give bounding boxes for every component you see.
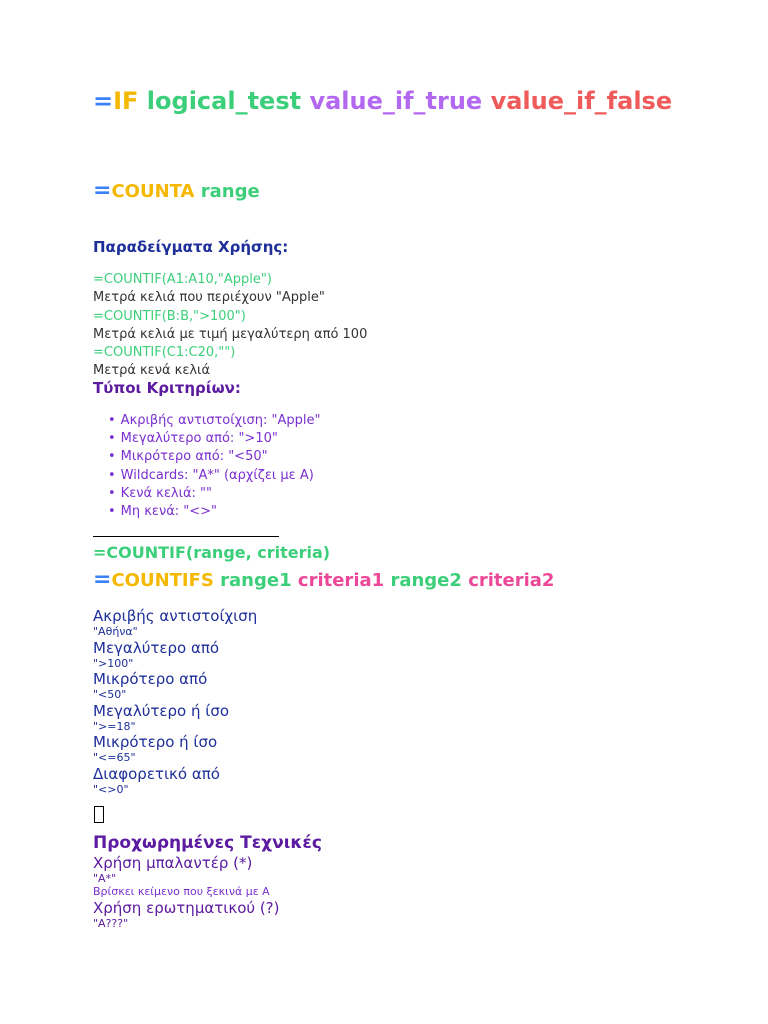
criteria-item: • Wildcards: "A*" (αρχίζει με A) bbox=[108, 467, 321, 485]
formula-arg: value_if_true bbox=[309, 87, 483, 115]
technique-label: Χρήση μπαλαντέρ (*) bbox=[93, 854, 253, 872]
example-description: Μετρά κελιά που περιέχουν "Apple" bbox=[93, 290, 325, 306]
operator-item bbox=[93, 765, 693, 797]
operator-item bbox=[93, 670, 693, 702]
operator-label: Μεγαλύτερο από bbox=[93, 638, 220, 657]
countifs-formula bbox=[93, 566, 554, 595]
formula-arg: range1 bbox=[220, 570, 292, 591]
function-name: COUNTIFS bbox=[111, 570, 214, 591]
function-name: IF bbox=[113, 87, 139, 115]
operator-example: "<>0" bbox=[93, 782, 129, 796]
missing-glyph-icon bbox=[94, 806, 104, 823]
operator-example: "Αθήνα" bbox=[93, 625, 138, 638]
equals-sign: = bbox=[93, 87, 114, 115]
operator-label: Μικρότερο ή ίσο bbox=[93, 733, 218, 751]
horizontal-rule bbox=[93, 536, 279, 537]
technique-example: "A*" bbox=[93, 872, 117, 885]
operator-label: Μικρότερο από bbox=[93, 670, 208, 688]
examples-heading: Παραδείγματα Χρήσης: bbox=[93, 238, 289, 256]
operator-example: "<50" bbox=[93, 688, 127, 701]
operator-item bbox=[93, 702, 693, 734]
technique-example: "A???" bbox=[93, 917, 129, 930]
example-description: Μετρά κενά κελιά bbox=[93, 363, 211, 379]
operator-item bbox=[93, 639, 693, 671]
operator-example: "<=65" bbox=[93, 751, 136, 764]
formula-arg: criteria2 bbox=[468, 570, 555, 591]
equals-sign: = bbox=[93, 178, 112, 203]
criteria-item: • Μικρότερο από: "<50" bbox=[108, 448, 321, 466]
operator-example: ">=18" bbox=[93, 719, 136, 733]
operators-list bbox=[93, 607, 693, 796]
operator-item bbox=[93, 607, 693, 639]
technique-description: Βρίσκει κείμενο που ξεκινά με A bbox=[93, 885, 270, 898]
criteria-list bbox=[108, 412, 321, 521]
function-name: COUNTA bbox=[111, 181, 195, 202]
equals-sign: = bbox=[93, 567, 112, 592]
formula-arg: value_if_false bbox=[490, 87, 673, 115]
operator-label: Διαφορετικό από bbox=[93, 764, 220, 783]
criteria-item: • Μη κενά: "<>" bbox=[108, 503, 321, 521]
formula-arg: range bbox=[200, 181, 260, 202]
operator-label: Ακριβής αντιστοίχιση bbox=[93, 607, 258, 625]
examples-list bbox=[93, 271, 367, 381]
example-formula: =COUNTIF(B:B,">100") bbox=[93, 308, 246, 324]
criteria-item: • Ακριβής αντιστοίχιση: "Apple" bbox=[108, 412, 321, 430]
criteria-item: • Κενά κελιά: "" bbox=[108, 485, 321, 503]
formula-arg: range2 bbox=[390, 570, 462, 591]
example-formula: =COUNTIF(C1:C20,"") bbox=[93, 345, 236, 361]
advanced-section bbox=[93, 832, 713, 930]
if-formula bbox=[93, 86, 683, 116]
example-description: Μετρά κελιά με τιμή μεγαλύτερη από 100 bbox=[93, 326, 368, 342]
operator-label: Μεγαλύτερο ή ίσο bbox=[93, 701, 230, 720]
countif-syntax: =COUNTIF(range, criteria) bbox=[93, 543, 331, 562]
operator-example: ">100" bbox=[93, 656, 134, 670]
formula-arg: logical_test bbox=[146, 87, 302, 115]
example-formula: =COUNTIF(A1:A10,"Apple") bbox=[93, 272, 272, 287]
technique-label: Χρήση ερωτηματικού (?) bbox=[93, 899, 280, 917]
formula-arg: criteria1 bbox=[297, 570, 385, 591]
operator-item bbox=[93, 733, 693, 765]
criteria-item: • Μεγαλύτερο από: ">10" bbox=[108, 430, 321, 448]
counta-formula bbox=[93, 178, 260, 205]
criteria-heading: Τύποι Κριτηρίων: bbox=[93, 379, 241, 397]
advanced-heading: Προχωρημένες Τεχνικές bbox=[93, 833, 322, 853]
